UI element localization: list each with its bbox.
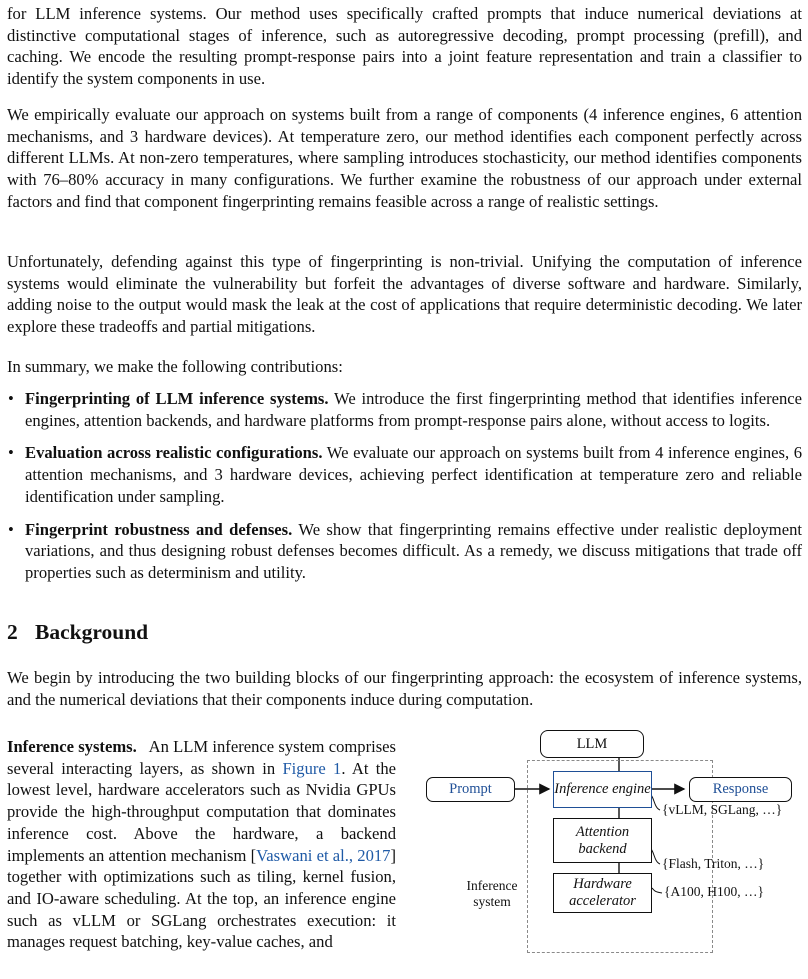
hardware-accelerator-box	[553, 873, 652, 913]
backend-examples: {Flash, Triton, …}	[662, 856, 765, 871]
engine-examples: {vLLM, SGLang, …}	[662, 802, 783, 817]
bullet-marker: •	[8, 443, 14, 463]
contribution-text: We evaluate our approach on systems built from 4 inference engines, 6 attention mechanisms, and 3 hardware devices, achieving perfect identification at temperature zero and reliable identification under sampling.	[25, 443, 802, 506]
paragraph-text: ] together with optimizations such as tiling, kernel fusion, and IO-aware scheduling. At the top, an inference engine such as vLLM or SGLang orchestrates execution: it manages request batching, key-value caches, and	[7, 845, 396, 952]
bullet-marker: •	[8, 519, 14, 539]
inference-engine-box	[553, 771, 652, 808]
bullet-marker: •	[8, 389, 14, 408]
response-box	[689, 777, 792, 802]
citation-link[interactable]: Vaswani et al., 2017	[256, 845, 391, 865]
paragraph-text: An LLM inference system comprises several interacting layers, as shown in	[7, 737, 396, 778]
contribution-text: We show that fingerprinting remains effective under realistic deployment variations, and thus designing robust defenses becomes difficult. As a remedy, we discuss mitigations that trade off properties such as determinism and utility.	[25, 519, 802, 582]
section-number: 2	[7, 620, 18, 644]
contribution-item	[7, 388, 802, 431]
contribution-title: Fingerprinting of LLM inference systems.	[25, 389, 329, 408]
contribution-item	[7, 442, 802, 507]
intro-continuation-paragraph: for LLM inference systems. Our method uses specifically crafted prompts that induce numerical deviations at distinctive computational stages of inference, such as autoregressive decoding, prompt processing (prefill), and caching. We encode the resulting prompt-response pairs into a joint feature representation and train a classifier to identify the system components in use.	[7, 4, 802, 89]
prompt-box	[426, 777, 515, 802]
prompt-label: Prompt	[449, 781, 492, 797]
response-label: Response	[712, 781, 769, 797]
hardware-examples: {A100, H100, …}	[664, 884, 764, 899]
figure-link[interactable]: Figure 1	[282, 758, 342, 778]
contribution-item	[7, 519, 802, 584]
hardware-accelerator-label: Hardware accelerator	[569, 876, 636, 909]
paragraph-text: . At the lowest level, hardware accelerators such as Nvidia GPUs provide the high-throughput computation that dominates inference cost. Above the hardware, a backend implements an attention mechanism [	[7, 758, 396, 865]
inference-system-label: Inference system	[466, 878, 518, 909]
attention-backend-label: Attention backend	[575, 823, 630, 857]
section-heading	[7, 620, 148, 645]
inference-systems-paragraph	[7, 736, 396, 953]
llm-label: LLM	[576, 735, 608, 752]
paragraph-run-in-title: Inference systems.	[7, 737, 137, 756]
defense-paragraph: Unfortunately, defending against this type of fingerprinting is non-trivial. Unifying the computation of inference systems would eliminate the vulnerability but forfeit the advantages of diverse software and hardware. Similarly, adding noise to the output would mask the leak at the cost of applications that require deterministic decoding. We later explore these tradeoffs and partial mitigations.	[7, 252, 802, 337]
contribution-title: Fingerprint robustness and defenses.	[25, 519, 293, 539]
evaluation-paragraph: We empirically evaluate our approach on systems built from a range of components (4 inference engines, 6 attention mechanisms, and 3 hardware devices). At temperature zero, our method identifies each component perfectly across different LLMs. At non-zero temperatures, where sampling introduces stochasticity, our method identifies components with 76–80% accuracy in many configurations. We further examine the robustness of our approach under external factors and find that component fingerprinting remains feasible across a range of realistic settings.	[7, 105, 802, 211]
contributions-list	[7, 388, 802, 595]
inference-engine-label: Inference engine	[554, 781, 651, 797]
contribution-text: We introduce the first fingerprinting method that identifies inference engines, attention backends, and hardware platforms from prompt-response pairs alone, without access to logits.	[25, 389, 802, 430]
background-intro-paragraph: We begin by introducing the two building blocks of our fingerprinting approach: the ecosystem of inference systems, and the numerical deviations that their components induce during computation.	[7, 668, 802, 709]
summary-paragraph: In summary, we make the following contributions:	[7, 357, 343, 376]
figure-1-diagram	[416, 730, 808, 960]
attention-backend-box	[553, 818, 652, 863]
contribution-title: Evaluation across realistic configurations.	[25, 443, 323, 463]
llm-box	[540, 730, 644, 758]
section-title: Background	[35, 620, 149, 644]
